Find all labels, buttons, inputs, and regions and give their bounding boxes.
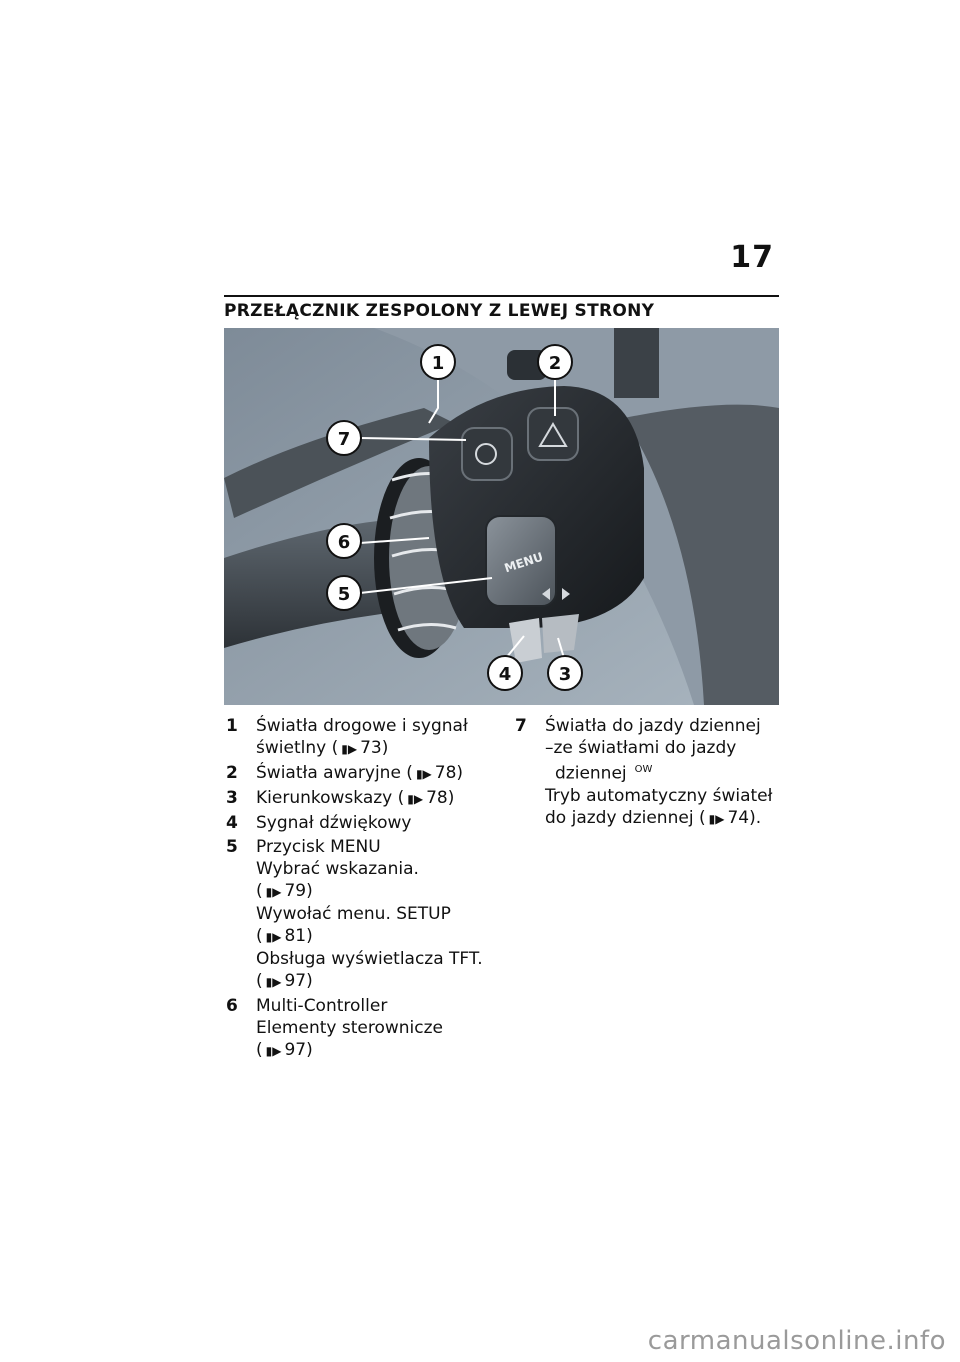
svg-text:2: 2 bbox=[548, 353, 562, 374]
legend-line bbox=[256, 787, 496, 810]
legend-line bbox=[256, 715, 496, 737]
callout-7 bbox=[327, 421, 361, 455]
legend-item-text bbox=[545, 715, 785, 830]
arrow-right-icon: ▮▶ bbox=[407, 792, 424, 806]
section-title: PRZEŁĄCZNIK ZESPOLONY Z LEWEJ STRONY bbox=[224, 295, 779, 321]
legend-line-text: Sygnał dźwiękowy bbox=[256, 813, 412, 833]
page-reference[interactable]: ( ▮▶ 73) bbox=[326, 738, 389, 758]
arrow-right-icon: ▮▶ bbox=[265, 1044, 282, 1058]
page-number: 17 bbox=[730, 240, 774, 275]
callout-5 bbox=[327, 576, 361, 610]
page-reference[interactable]: ( ▮▶ 97) bbox=[256, 971, 313, 991]
legend-line bbox=[256, 948, 496, 970]
legend-item-text bbox=[256, 812, 496, 834]
legend-line-text: Światła drogowe i sygnał bbox=[256, 716, 468, 736]
handlebar-switch-photo bbox=[224, 328, 779, 705]
arrow-right-icon: ▮▶ bbox=[708, 811, 725, 826]
page-reference[interactable]: ( ▮▶ 78) bbox=[392, 788, 455, 808]
legend-item-number: 4 bbox=[226, 813, 238, 833]
legend-line-text: Światła awaryjne bbox=[256, 763, 401, 783]
legend-line-text: Wywołać menu. SETUP bbox=[256, 904, 451, 924]
legend-item-number: 7 bbox=[515, 716, 527, 736]
legend-line bbox=[256, 1039, 496, 1062]
legend-item-7 bbox=[515, 715, 785, 830]
legend-line bbox=[256, 812, 496, 834]
legend-line bbox=[256, 858, 496, 880]
svg-text:5: 5 bbox=[337, 584, 351, 605]
legend-item-number: 1 bbox=[226, 716, 238, 736]
page-reference[interactable]: ( ▮▶ 78) bbox=[400, 763, 464, 783]
page-reference-number: 97) bbox=[284, 1040, 313, 1060]
callout-4 bbox=[488, 656, 522, 690]
callout-2 bbox=[538, 345, 572, 379]
legend-line-text: –ze światłami do jazdy bbox=[545, 738, 737, 758]
legend-item-text bbox=[256, 715, 496, 760]
svg-text:6: 6 bbox=[337, 532, 351, 553]
legend-item-number: 5 bbox=[226, 837, 238, 857]
legend-line bbox=[256, 925, 496, 948]
legend-item-3 bbox=[226, 787, 496, 810]
legend-item-text bbox=[256, 836, 496, 993]
page-reference[interactable]: ( ▮▶ 74). bbox=[693, 807, 762, 828]
svg-text:3: 3 bbox=[558, 664, 572, 685]
legend-item-number: 6 bbox=[226, 996, 238, 1016]
legend-item-text bbox=[256, 787, 496, 810]
legend-line bbox=[256, 1017, 496, 1039]
legend-line bbox=[256, 762, 496, 785]
legend-line-text: Przycisk MENU bbox=[256, 837, 381, 857]
callout-1 bbox=[421, 345, 455, 379]
legend-line-text: dziennej bbox=[555, 763, 627, 784]
legend-line bbox=[545, 807, 785, 830]
svg-text:7: 7 bbox=[337, 429, 351, 450]
legend-line-text: Tryb automatyczny świateł bbox=[545, 785, 773, 806]
legend-item-6 bbox=[226, 995, 496, 1062]
legend-line bbox=[256, 995, 496, 1017]
legend-line bbox=[545, 785, 785, 807]
legend-item-text bbox=[256, 995, 496, 1062]
legend-line bbox=[256, 836, 496, 858]
arrow-right-icon: ▮▶ bbox=[265, 975, 282, 989]
legend-line bbox=[545, 737, 785, 759]
legend-item-4 bbox=[226, 812, 496, 834]
legend-item-1 bbox=[226, 715, 496, 760]
page-reference-number: 81) bbox=[284, 926, 313, 946]
legend-line-text: do jazdy dziennej bbox=[545, 807, 694, 828]
legend-item-number: 3 bbox=[226, 788, 238, 808]
legend-line bbox=[256, 737, 496, 760]
legend-left-column bbox=[226, 715, 496, 1064]
legend-line bbox=[545, 759, 785, 785]
legend-line-text: Światła do jazdy dziennej bbox=[545, 716, 761, 736]
page-reference-number: 78) bbox=[434, 763, 464, 783]
arrow-right-icon: ▮▶ bbox=[341, 742, 358, 756]
legend-item-number: 2 bbox=[226, 763, 238, 783]
legend-item-text bbox=[256, 762, 496, 785]
legend-line-text: Wybrać wskazania. bbox=[256, 859, 419, 879]
page-reference[interactable]: ( ▮▶ 81) bbox=[256, 926, 313, 946]
legend-line bbox=[545, 715, 785, 737]
legend-item-5 bbox=[226, 836, 496, 993]
page-reference[interactable]: ( ▮▶ 79) bbox=[256, 881, 313, 901]
page-reference-number: 79) bbox=[284, 881, 313, 901]
legend-line-text: świetlny bbox=[256, 738, 327, 758]
arrow-right-icon: ▮▶ bbox=[265, 930, 282, 944]
legend-item-2 bbox=[226, 762, 496, 785]
legend-line-text: Multi-Controller bbox=[256, 996, 388, 1016]
page-reference-number: 74). bbox=[727, 807, 762, 828]
page-reference-number: 97) bbox=[284, 971, 313, 991]
page-reference-number: 73) bbox=[360, 738, 389, 758]
legend-right-column bbox=[515, 715, 785, 832]
svg-text:1: 1 bbox=[431, 353, 445, 374]
menu-button-label: MENU bbox=[502, 549, 545, 576]
legend-line-text: Kierunkowskazy bbox=[256, 788, 393, 808]
legend-line-text: Obsługa wyświetlacza TFT. bbox=[256, 949, 483, 969]
option-code: OW bbox=[634, 764, 653, 775]
arrow-right-icon: ▮▶ bbox=[415, 767, 432, 781]
arrow-right-icon: ▮▶ bbox=[265, 885, 282, 899]
legend-line bbox=[256, 970, 496, 993]
callout-3 bbox=[548, 656, 582, 690]
legend-line bbox=[256, 903, 496, 925]
callout-6 bbox=[327, 524, 361, 558]
svg-text:4: 4 bbox=[498, 664, 512, 685]
page-reference[interactable]: ( ▮▶ 97) bbox=[256, 1040, 313, 1060]
watermark: carmanualsonline.info bbox=[647, 1326, 946, 1356]
legend-line-text: Elementy sterownicze bbox=[256, 1018, 443, 1038]
page-reference-number: 78) bbox=[426, 788, 455, 808]
legend-line bbox=[256, 880, 496, 903]
